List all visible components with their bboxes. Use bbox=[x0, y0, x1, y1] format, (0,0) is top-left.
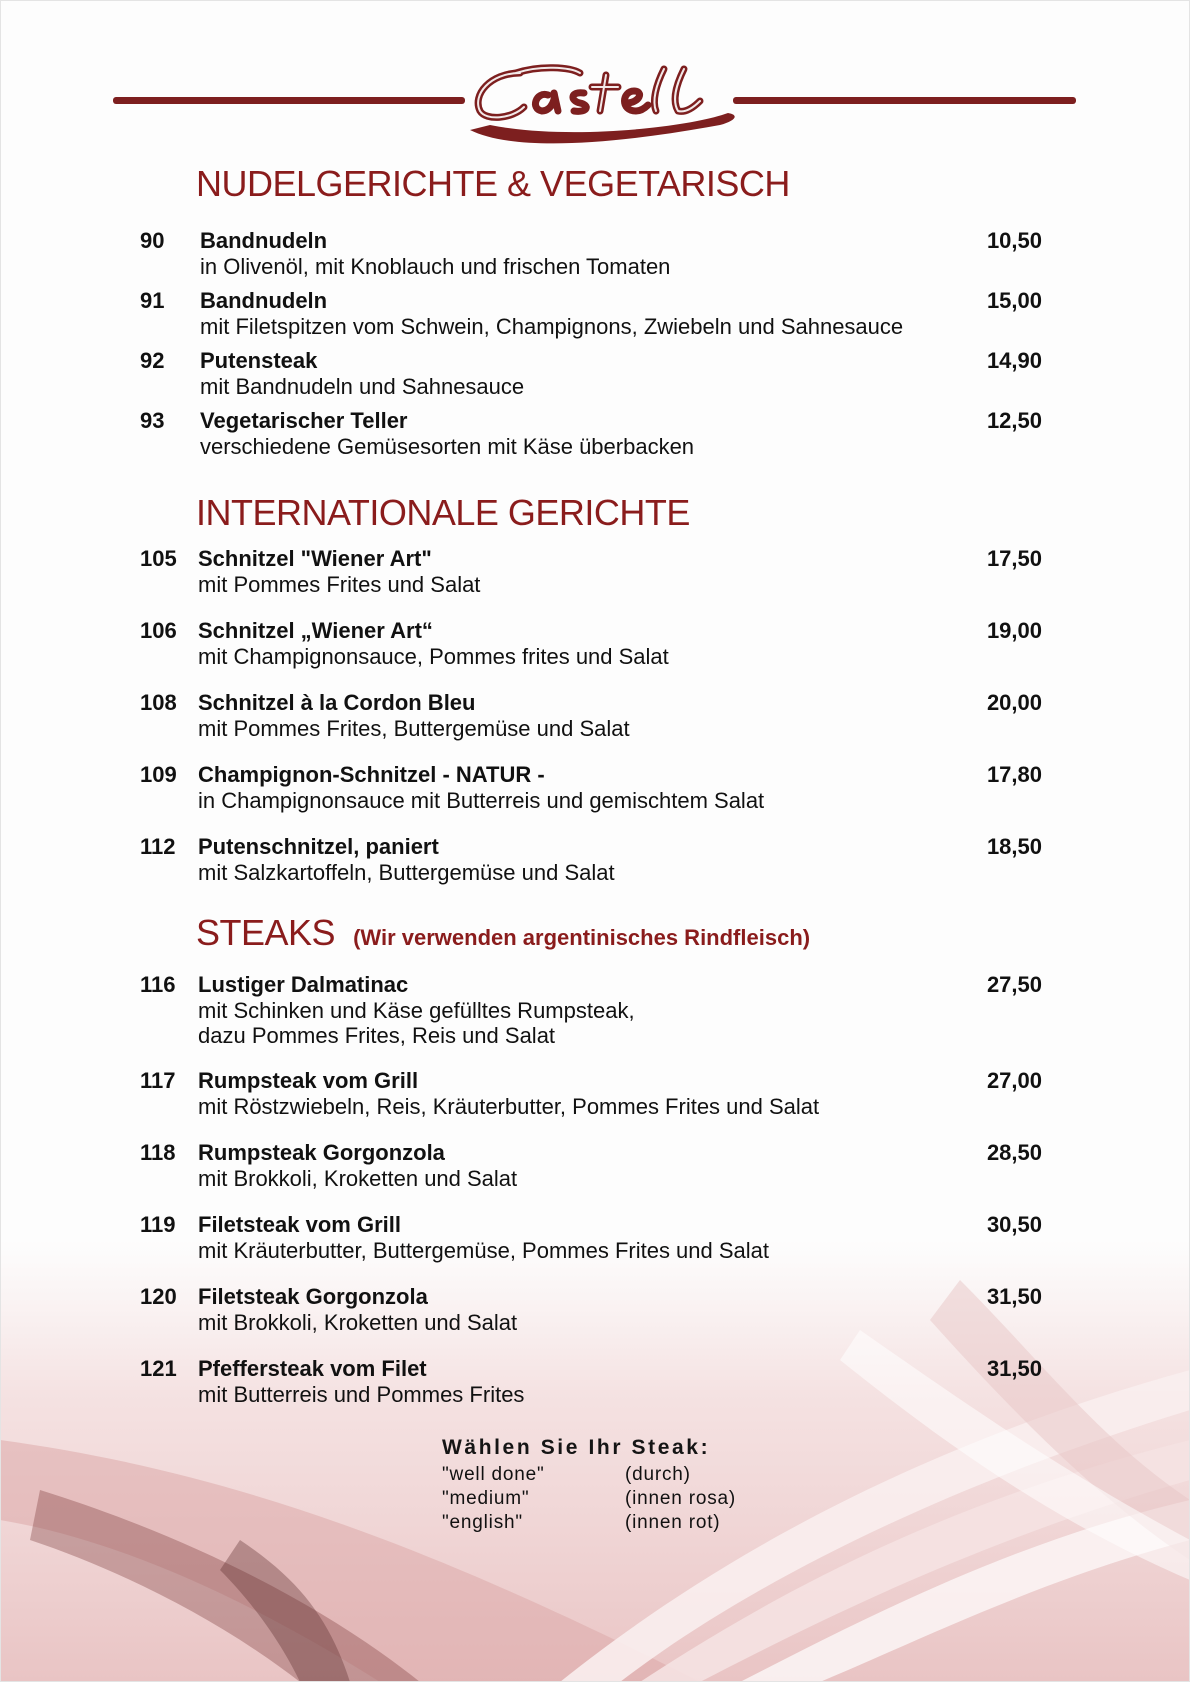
item-name: Schnitzel "Wiener Art" bbox=[198, 546, 432, 571]
steaks-note: (Wir verwenden argentinisches Rindfleisch) bbox=[353, 925, 811, 950]
section-title-international: INTERNATIONALE GERICHTE bbox=[196, 492, 690, 533]
steak-guide-label: "well done" bbox=[442, 1464, 545, 1485]
item-number: 120 bbox=[140, 1284, 177, 1309]
item-description: mit Salzkartoffeln, Buttergemüse und Salat bbox=[198, 860, 615, 885]
item-number: 117 bbox=[140, 1068, 176, 1093]
item-price: 12,50 bbox=[986, 408, 1042, 433]
item-price: 14,90 bbox=[986, 348, 1042, 373]
steaks-title: STEAKS bbox=[196, 912, 336, 953]
item-number: 112 bbox=[140, 834, 176, 859]
item-name: Lustiger Dalmatinac bbox=[198, 972, 409, 997]
item-description: mit Butterreis und Pommes Frites bbox=[198, 1382, 525, 1407]
item-number: 116 bbox=[140, 972, 176, 997]
item-price: 17,50 bbox=[986, 546, 1042, 571]
item-price: 27,00 bbox=[986, 1068, 1042, 1093]
item-number: 92 bbox=[140, 348, 165, 373]
item-name: Champignon-Schnitzel - NATUR - bbox=[198, 762, 545, 787]
item-name: Rumpsteak vom Grill bbox=[198, 1068, 419, 1093]
item-name: Pfeffersteak vom Filet bbox=[198, 1356, 427, 1381]
item-name: Vegetarischer Teller bbox=[200, 408, 408, 433]
item-name: Putensteak bbox=[200, 348, 318, 373]
item-price: 15,00 bbox=[986, 288, 1042, 313]
item-number: 90 bbox=[140, 228, 165, 253]
item-description-line: mit Schinken und Käse gefülltes Rumpsteak, bbox=[198, 998, 635, 1023]
section-title-pasta: NUDELGERICHTE & VEGETARISCH bbox=[196, 163, 790, 204]
item-price: 19,00 bbox=[986, 618, 1042, 643]
item-description: mit Brokkoli, Kroketten und Salat bbox=[198, 1310, 518, 1335]
steak-guide-meaning: (innen rosa) bbox=[625, 1488, 736, 1509]
steak-guide-label: "medium" bbox=[442, 1488, 530, 1509]
steak-guide-title: Wählen Sie Ihr Steak: bbox=[442, 1436, 711, 1459]
item-price: 30,50 bbox=[986, 1212, 1042, 1237]
item-price: 28,50 bbox=[986, 1140, 1042, 1165]
item-number: 108 bbox=[140, 690, 177, 715]
item-name: Filetsteak Gorgonzola bbox=[198, 1284, 428, 1309]
item-description: mit Kräuterbutter, Buttergemüse, Pommes Frites und Salat bbox=[198, 1238, 770, 1263]
item-price: 20,00 bbox=[986, 690, 1042, 715]
item-number: 93 bbox=[140, 408, 165, 433]
item-name: Filetsteak vom Grill bbox=[198, 1212, 401, 1237]
item-description: mit Brokkoli, Kroketten und Salat bbox=[198, 1166, 518, 1191]
item-price: 31,50 bbox=[986, 1356, 1042, 1381]
item-number: 121 bbox=[140, 1356, 177, 1381]
item-number: 119 bbox=[140, 1212, 176, 1237]
item-description: in Olivenöl, mit Knoblauch und frischen Tomaten bbox=[200, 254, 671, 279]
steak-guide-meaning: (durch) bbox=[625, 1464, 691, 1485]
item-number: 109 bbox=[140, 762, 177, 787]
steak-guide-meaning: (innen rot) bbox=[625, 1512, 721, 1533]
item-price: 31,50 bbox=[986, 1284, 1042, 1309]
item-price: 17,80 bbox=[986, 762, 1042, 787]
item-number: 118 bbox=[140, 1140, 176, 1165]
item-description: mit Bandnudeln und Sahnesauce bbox=[200, 374, 525, 399]
item-name: Putenschnitzel, paniert bbox=[198, 834, 439, 859]
item-description: verschiedene Gemüsesorten mit Käse überbacken bbox=[200, 434, 695, 459]
item-description: mit Champignonsauce, Pommes frites und Salat bbox=[198, 644, 669, 669]
item-description: in Champignonsauce mit Butterreis und gemischtem Salat bbox=[198, 788, 765, 813]
item-description: mit Pommes Frites, Buttergemüse und Salat bbox=[198, 716, 630, 741]
item-price: 18,50 bbox=[986, 834, 1042, 859]
item-name: Bandnudeln bbox=[200, 288, 328, 313]
item-number: 91 bbox=[140, 288, 165, 313]
item-description: mit Filetspitzen vom Schwein, Champignons, Zwiebeln und Sahnesauce bbox=[200, 314, 904, 339]
item-name: Schnitzel „Wiener Art“ bbox=[198, 618, 433, 643]
item-name: Rumpsteak Gorgonzola bbox=[198, 1140, 445, 1165]
item-name: Schnitzel à la Cordon Bleu bbox=[198, 690, 476, 715]
item-price: 10,50 bbox=[986, 228, 1042, 253]
item-description-line: dazu Pommes Frites, Reis und Salat bbox=[198, 1023, 556, 1048]
item-number: 105 bbox=[140, 546, 177, 571]
item-description: mit Pommes Frites und Salat bbox=[198, 572, 481, 597]
item-name: Bandnudeln bbox=[200, 228, 328, 253]
item-description: mit Röstzwiebeln, Reis, Kräuterbutter, Pommes Frites und Salat bbox=[198, 1094, 820, 1119]
item-number: 106 bbox=[140, 618, 177, 643]
item-price: 27,50 bbox=[986, 972, 1042, 997]
steak-guide-label: "english" bbox=[442, 1512, 523, 1533]
